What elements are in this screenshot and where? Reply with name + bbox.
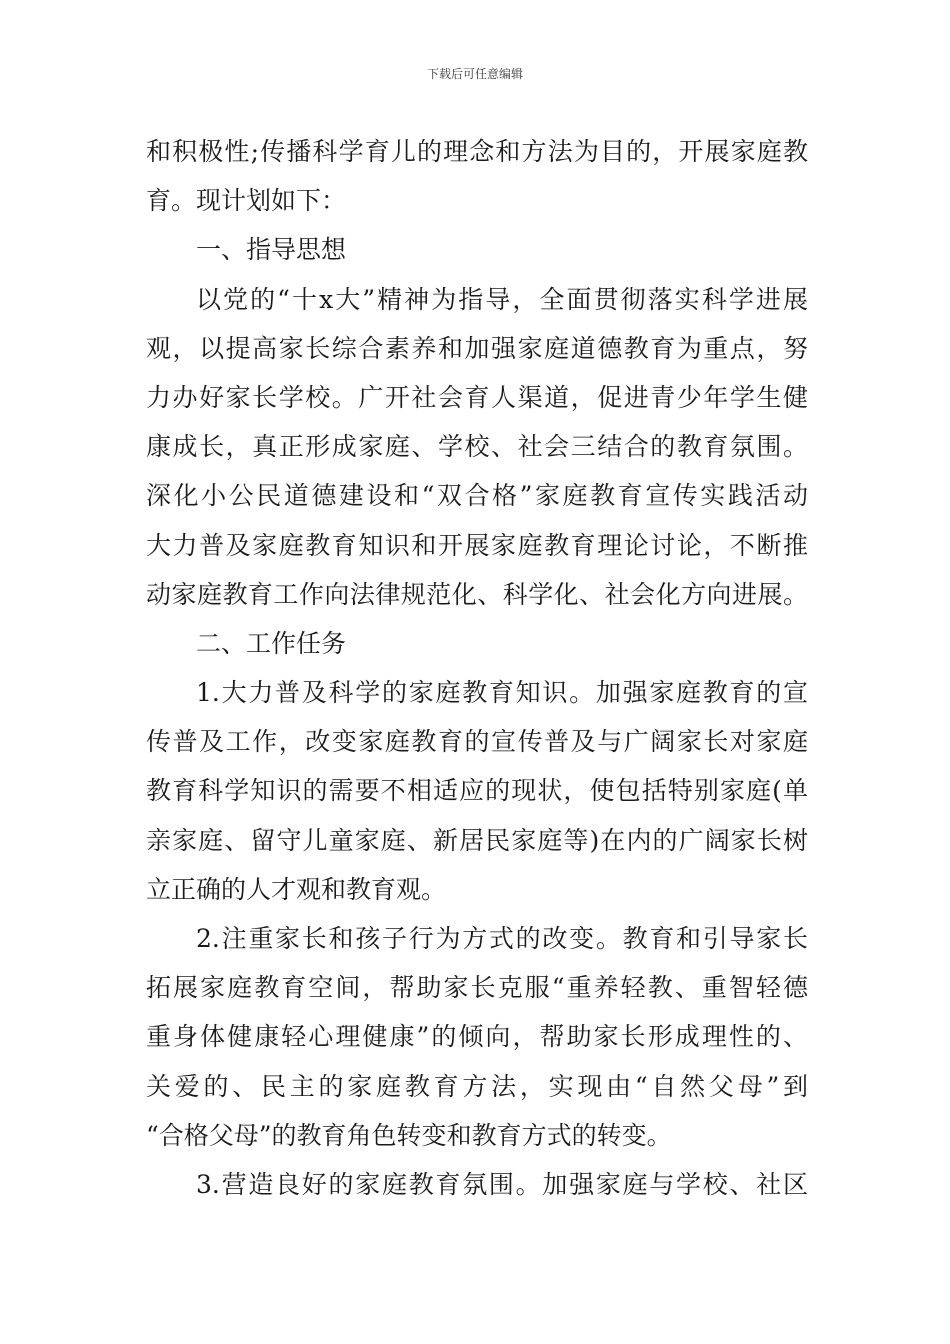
text-line: “合格父母”的教育角色转变和教育方式的转变。: [146, 1120, 672, 1150]
page-header: 下载后可任意编辑: [426, 67, 523, 81]
text-line: 育。现计划如下：: [146, 186, 347, 216]
text-line: 和积极性;传播科学育儿的理念和方法为目的，开展家庭教: [146, 137, 808, 166]
text-line: 关爱的、民主的家庭教育方法，实现由“自然父母”到: [146, 1071, 808, 1101]
section-heading: 一、指导思想: [196, 235, 347, 265]
text-line: 深化小公民道德建设和“双合格”家庭教育宣传实践活动: [146, 481, 808, 511]
text-line: 3.营造良好的家庭教育氛围。加强家庭与学校、社区: [196, 1169, 808, 1199]
text-line: 2.注重家长和孩子行为方式的改变。教育和引导家长: [196, 924, 808, 953]
text-line: 亲家庭、留守儿童家庭、新居民家庭等)在内的广阔家长树: [146, 825, 808, 855]
text-line: 大力普及家庭教育知识和开展家庭教育理论讨论，不断推: [146, 530, 808, 560]
text-line: 重身体健康轻心理健康”的倾向，帮助家长形成理性的、: [146, 1022, 808, 1052]
text-line: 力办好家长学校。广开社会育人渠道，促进青少年学生健: [146, 382, 808, 412]
text-line: 1.大力普及科学的家庭教育知识。加强家庭教育的宣: [196, 678, 808, 708]
text-line: 立正确的人才观和教育观。: [146, 874, 447, 904]
text-line: 教育科学知识的需要不相适应的现状，使包括特别家庭(单: [146, 776, 808, 806]
text-line: 传普及工作，改变家庭教育的宣传普及与广阔家长对家庭: [146, 727, 808, 757]
text-line: 动家庭教育工作向法律规范化、科学化、社会化方向进展。: [146, 579, 808, 609]
document-body: [146, 127, 808, 1209]
text-line: 以党的“十x大”精神为指导，全面贯彻落实科学进展: [196, 284, 808, 314]
section-heading: 二、工作任务: [196, 628, 347, 658]
text-line: 观，以提高家长综合素养和加强家庭道德教育为重点，努: [146, 333, 808, 363]
text-line: 康成长，真正形成家庭、学校、社会三结合的教育氛围。: [146, 432, 808, 462]
text-line: 拓展家庭教育空间，帮助家长克服“重养轻教、重智轻德: [146, 973, 808, 1003]
